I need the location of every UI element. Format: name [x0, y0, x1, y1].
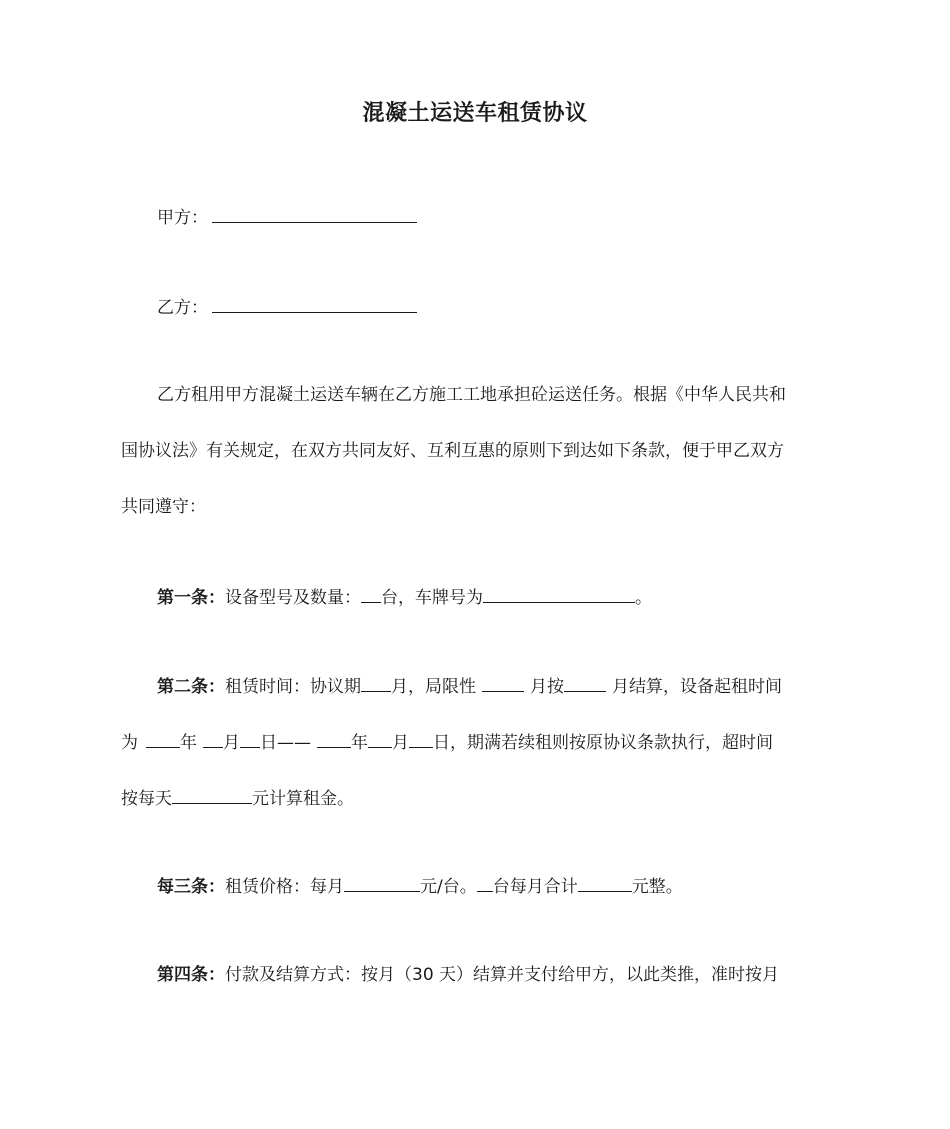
article-1: [157, 584, 833, 611]
article-2-blank-end-month: [368, 729, 392, 748]
article-2-text-k: 日，期满若续租则按原协议条款执行，超时间: [433, 733, 773, 753]
article-3-blank-total: [578, 873, 632, 892]
article-2-text-e: 为: [121, 733, 138, 753]
article-2-line-1: [157, 673, 833, 700]
party-a-blank: [212, 204, 417, 223]
party-a-label: 甲方：: [157, 208, 208, 228]
article-1-blank-qty: [361, 584, 381, 603]
article-3-heading: 每三条：: [157, 877, 225, 897]
article-3-blank-units: [477, 873, 493, 892]
article-2-blank-end-year: [317, 729, 351, 748]
article-3: [157, 873, 833, 900]
article-3-text-d: 元整。: [631, 877, 683, 897]
article-2-text-h: 日——: [260, 733, 311, 753]
article-2-text-i: 年: [351, 733, 368, 753]
article-2-blank-settle: [564, 673, 606, 692]
party-b-blank: [212, 294, 417, 313]
article-3-text-c: 台每月合计: [492, 877, 578, 897]
article-2-blank-start-month: [203, 729, 223, 748]
article-2-line-3: [121, 785, 833, 812]
article-3-text-b: 元/台。: [420, 877, 477, 897]
article-1-text-b: 台，车牌号为: [381, 588, 483, 608]
article-3-blank-monthly-price: [344, 873, 420, 892]
article-2-heading: 第二条：: [157, 677, 225, 697]
article-2-blank-limit: [482, 673, 524, 692]
article-2-blank-start-day: [240, 729, 260, 748]
article-4-heading: 第四条：: [157, 965, 225, 985]
article-2-text-l: 按每天: [121, 789, 172, 809]
preamble-line-2: 国协议法》有关规定，在双方共同友好、互利互惠的原则下到达如下条款，便于甲乙双方: [121, 441, 784, 461]
preamble-line-1: 乙方租用甲方混凝土运送车辆在乙方施工工地承担砼运送任务。根据《中华人民共和: [157, 385, 786, 405]
article-2-blank-end-day: [409, 729, 433, 748]
party-b-line: [157, 294, 833, 321]
article-1-text-c: 。: [635, 588, 652, 608]
article-3-text-a: 租赁价格：每月: [225, 877, 344, 897]
party-a-line: [157, 204, 833, 231]
preamble-line-3: 共同遵守：: [121, 497, 206, 517]
article-2-text-c: 月按: [530, 677, 564, 697]
article-2-blank-start-year: [146, 729, 180, 748]
document-title: 混凝土运送车租赁协议: [362, 101, 588, 126]
article-2-blank-term: [361, 673, 391, 692]
article-2-blank-daily-rate: [172, 785, 252, 804]
article-4-text: 付款及结算方式：按月（30 天）结算并支付给甲方，以此类推，准时按月: [225, 965, 780, 985]
article-2-text-a: 租赁时间：协议期: [225, 677, 361, 697]
article-2-text-b: 月，局限性: [391, 677, 476, 697]
party-b-label: 乙方：: [157, 298, 208, 318]
article-1-heading: 第一条：: [157, 588, 225, 608]
article-2-text-g: 月: [223, 733, 240, 753]
article-1-blank-plate: [483, 584, 635, 603]
article-2-text-f: 年: [180, 733, 197, 753]
article-2-line-2: [121, 729, 833, 756]
article-1-text-a: 设备型号及数量：: [225, 588, 361, 608]
article-2-text-d: 月结算，设备起租时间: [612, 677, 782, 697]
article-2-text-m: 元计算租金。: [252, 789, 354, 809]
article-4: [157, 962, 833, 988]
article-2-text-j: 月: [392, 733, 409, 753]
